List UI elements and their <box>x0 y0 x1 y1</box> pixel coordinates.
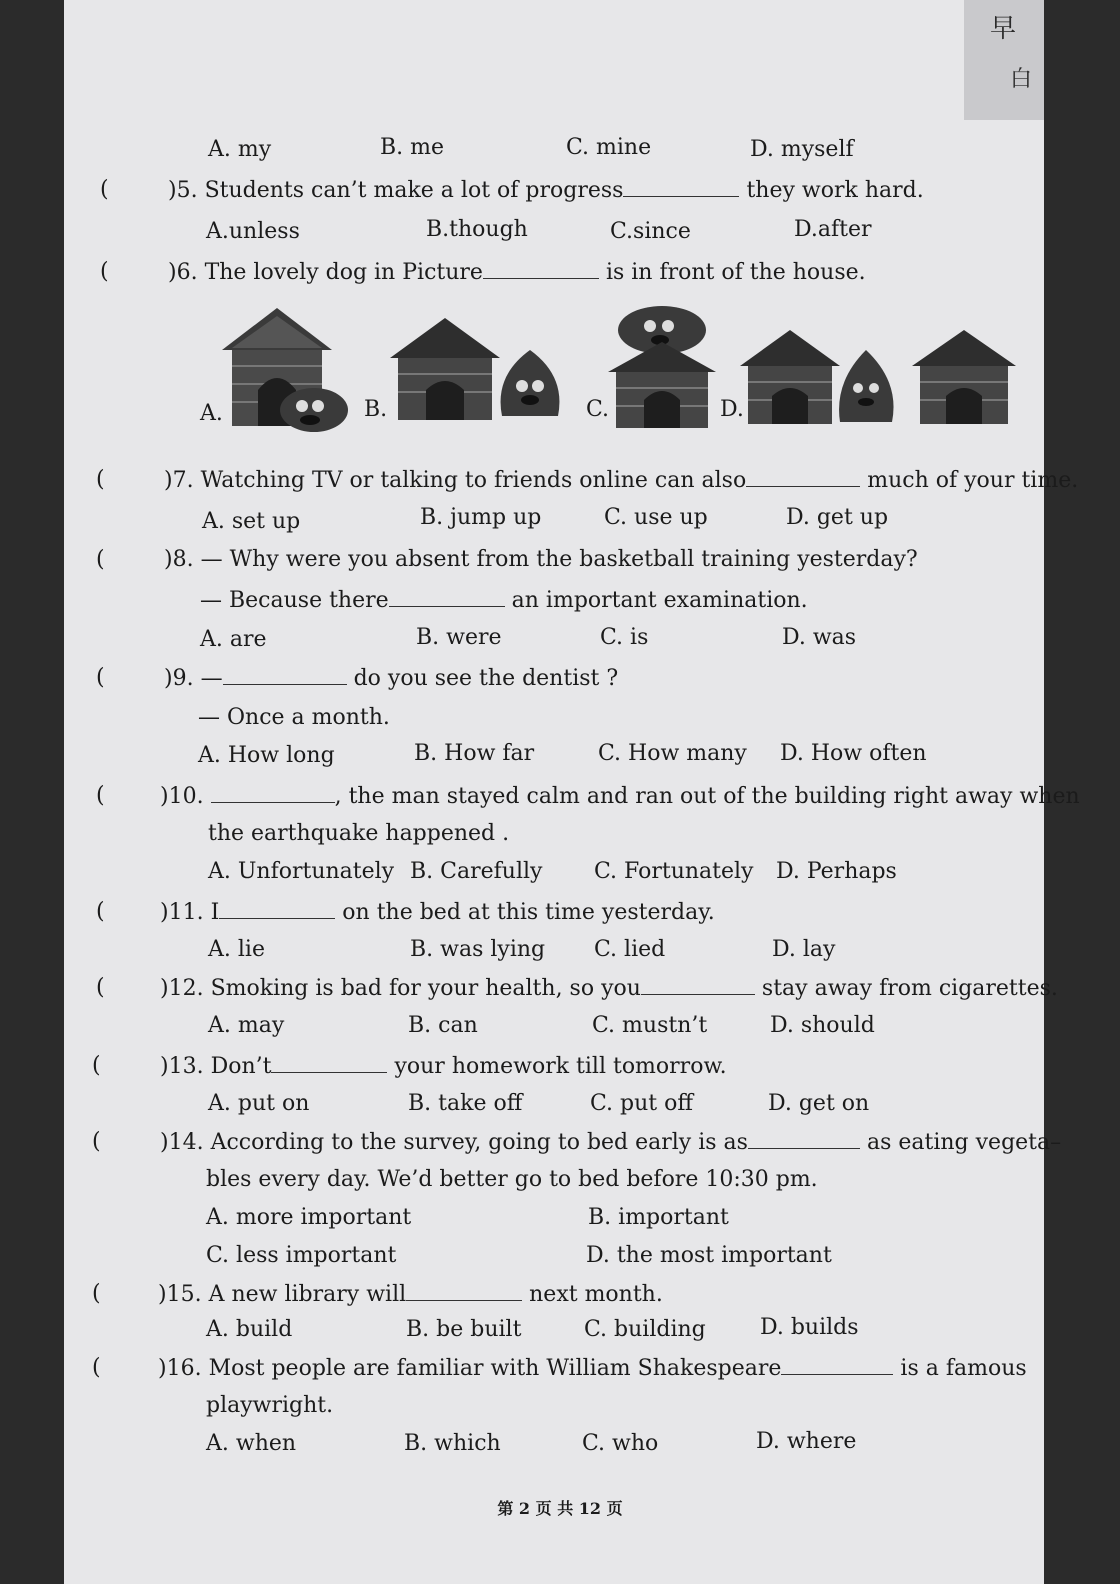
q15-option-b: B. be built <box>406 1317 522 1342</box>
answer-paren: ( <box>96 975 105 1000</box>
q7-option-b: B. jump up <box>420 505 542 530</box>
q4-option-c: C. mine <box>566 135 652 160</box>
question-text: stay away from cigarettes. <box>761 976 1058 1001</box>
question-15 <box>158 1280 663 1309</box>
q12-option-d: D. should <box>770 1013 875 1038</box>
corner-tab <box>964 0 1044 120</box>
question-text: The lovely dog in Picture <box>204 260 483 285</box>
question-11 <box>160 898 715 927</box>
q16-option-c: C. who <box>582 1431 659 1456</box>
answer-blank[interactable] <box>748 1128 860 1149</box>
picture-label-b: B. <box>364 397 388 422</box>
question-text: Smoking is bad for your health, so you <box>210 976 641 1001</box>
q11-option-c: C. lied <box>594 937 666 962</box>
question-number: )14. <box>160 1130 204 1155</box>
answer-blank[interactable] <box>641 974 755 995</box>
question-16 <box>158 1354 1027 1383</box>
question-text: — <box>200 666 223 691</box>
q9-option-a: A. How long <box>198 743 335 768</box>
question-text: — Because there <box>200 588 389 613</box>
q12-option-c: C. mustn’t <box>592 1013 708 1038</box>
question-number: )15. <box>158 1282 202 1307</box>
picture-label-d: D. <box>720 397 744 422</box>
q13-option-a: A. put on <box>208 1091 310 1116</box>
answer-paren: ( <box>92 1355 101 1380</box>
question-text: is in front of the house. <box>605 260 866 285</box>
question-text: is a famous <box>900 1356 1027 1381</box>
answer-paren: ( <box>100 177 109 202</box>
question-number: )13. <box>160 1054 204 1079</box>
question-text: Most people are familiar with William Shakespeare <box>208 1356 782 1381</box>
q8-option-d: D. was <box>782 625 857 650</box>
question-8-response <box>200 586 808 615</box>
question-number: )7. <box>164 468 194 493</box>
q13-option-d: D. get on <box>768 1091 870 1116</box>
question-9 <box>164 664 618 693</box>
q12-option-b: B. can <box>408 1013 478 1038</box>
answer-blank[interactable] <box>406 1280 522 1301</box>
page-footer: 第 2 页 共 12 页 <box>497 1499 623 1518</box>
q9-option-b: B. How far <box>414 741 535 766</box>
q7-option-c: C. use up <box>604 505 708 530</box>
answer-blank[interactable] <box>223 664 347 685</box>
question-14 <box>160 1128 1061 1157</box>
question-14-continued: bles every day. We’d better go to bed before 10:30 pm. <box>206 1167 818 1192</box>
q7-option-d: D. get up <box>786 505 889 530</box>
question-text: Students can’t make a lot of progress <box>204 178 624 203</box>
answer-blank[interactable] <box>746 466 860 487</box>
question-text: your homework till tomorrow. <box>394 1054 727 1079</box>
question-7 <box>164 466 1078 495</box>
q8-option-b: B. were <box>416 625 502 650</box>
question-number: )6. <box>168 260 198 285</box>
answer-blank[interactable] <box>623 176 739 197</box>
question-12 <box>160 974 1058 1003</box>
question-10 <box>160 782 1080 811</box>
question-9-response: — Once a month. <box>198 705 390 730</box>
question-text: I <box>210 900 220 925</box>
question-text: do you see the dentist ? <box>353 666 619 691</box>
answer-paren: ( <box>96 665 105 690</box>
question-number: )10. <box>160 784 204 809</box>
q15-option-c: C. building <box>584 1317 706 1342</box>
q15-option-a: A. build <box>206 1317 293 1342</box>
question-text: on the bed at this time yesterday. <box>342 900 715 925</box>
q14-option-d: D. the most important <box>586 1243 832 1268</box>
q4-option-d: D. myself <box>750 137 854 162</box>
q5-option-b: B.though <box>426 217 528 242</box>
question-text: as eating vegeta– <box>866 1130 1062 1155</box>
q4-option-b: B. me <box>380 135 445 160</box>
question-number: )12. <box>160 976 204 1001</box>
question-10-continued: the earthquake happened . <box>208 821 510 846</box>
answer-blank[interactable] <box>211 782 335 803</box>
answer-paren: ( <box>96 783 105 808</box>
question-number: )9. <box>164 666 194 691</box>
q8-option-c: C. is <box>600 625 649 650</box>
answer-paren: ( <box>100 259 109 284</box>
question-text: According to the survey, going to bed early is as <box>210 1130 748 1155</box>
answer-blank[interactable] <box>219 898 335 919</box>
picture-b-doghouse-dog-beside <box>390 316 580 426</box>
question-text: next month. <box>529 1282 663 1307</box>
picture-d-dog-between-houses <box>740 326 1020 426</box>
q5-option-a: A.unless <box>206 219 300 244</box>
question-5 <box>168 176 924 205</box>
picture-c-doghouse-dog-on-top <box>606 302 726 432</box>
q10-option-b: B. Carefully <box>410 859 543 884</box>
q14-option-b: B. important <box>588 1205 729 1230</box>
answer-blank[interactable] <box>271 1052 387 1073</box>
question-6 <box>168 258 866 287</box>
question-text: an important examination. <box>511 588 808 613</box>
q15-option-d: D. builds <box>760 1315 859 1340</box>
q16-option-b: B. which <box>404 1431 501 1456</box>
question-number: )8. <box>164 547 194 572</box>
answer-paren: ( <box>96 547 105 572</box>
question-text: much of your time. <box>867 468 1079 493</box>
q13-option-b: B. take off <box>408 1091 523 1116</box>
q9-option-c: C. How many <box>598 741 747 766</box>
corner-char-1: 早 <box>990 14 1017 44</box>
q10-option-d: D. Perhaps <box>776 859 897 884</box>
answer-paren: ( <box>96 467 105 492</box>
question-text: , the man stayed calm and ran out of the building right away when <box>334 784 1080 809</box>
q14-option-a: A. more important <box>206 1205 412 1230</box>
question-number: )16. <box>158 1356 202 1381</box>
question-text: Watching TV or talking to friends online can also <box>200 468 747 493</box>
question-text: Don’t <box>210 1054 272 1079</box>
q5-option-d: D.after <box>794 217 872 242</box>
q11-option-a: A. lie <box>208 937 265 962</box>
question-text: — Why were you absent from the basketball training yesterday? <box>200 547 918 572</box>
question-13 <box>160 1052 727 1081</box>
question-text: A new library will <box>208 1282 407 1307</box>
q10-option-c: C. Fortunately <box>594 859 754 884</box>
q14-option-c: C. less important <box>206 1243 397 1268</box>
q7-option-a: A. set up <box>202 509 301 534</box>
q16-option-d: D. where <box>756 1429 857 1454</box>
answer-paren: ( <box>96 899 105 924</box>
question-16-continued: playwright. <box>206 1393 334 1418</box>
picture-label-a: A. <box>200 401 223 426</box>
corner-char-2: 白 <box>1010 67 1033 92</box>
answer-paren: ( <box>92 1281 101 1306</box>
q11-option-d: D. lay <box>772 937 836 962</box>
question-number: )5. <box>168 178 198 203</box>
answer-blank[interactable] <box>483 258 599 279</box>
q10-option-a: A. Unfortunately <box>208 859 395 884</box>
answer-blank[interactable] <box>389 586 505 607</box>
question-number: )11. <box>160 900 204 925</box>
q12-option-a: A. may <box>208 1013 285 1038</box>
q5-option-c: C.since <box>610 219 691 244</box>
picture-a-doghouse-dog-front <box>222 306 362 446</box>
q13-option-c: C. put off <box>590 1091 693 1116</box>
picture-label-c: C. <box>586 397 610 422</box>
q8-option-a: A. are <box>200 627 267 652</box>
q16-option-a: A. when <box>206 1431 297 1456</box>
q11-option-b: B. was lying <box>410 937 546 962</box>
question-8 <box>164 546 918 574</box>
question-text: they work hard. <box>746 178 924 203</box>
answer-blank[interactable] <box>781 1354 893 1375</box>
q4-option-a: A. my <box>208 137 272 162</box>
answer-paren: ( <box>92 1053 101 1078</box>
q9-option-d: D. How often <box>780 741 927 766</box>
answer-paren: ( <box>92 1129 101 1154</box>
